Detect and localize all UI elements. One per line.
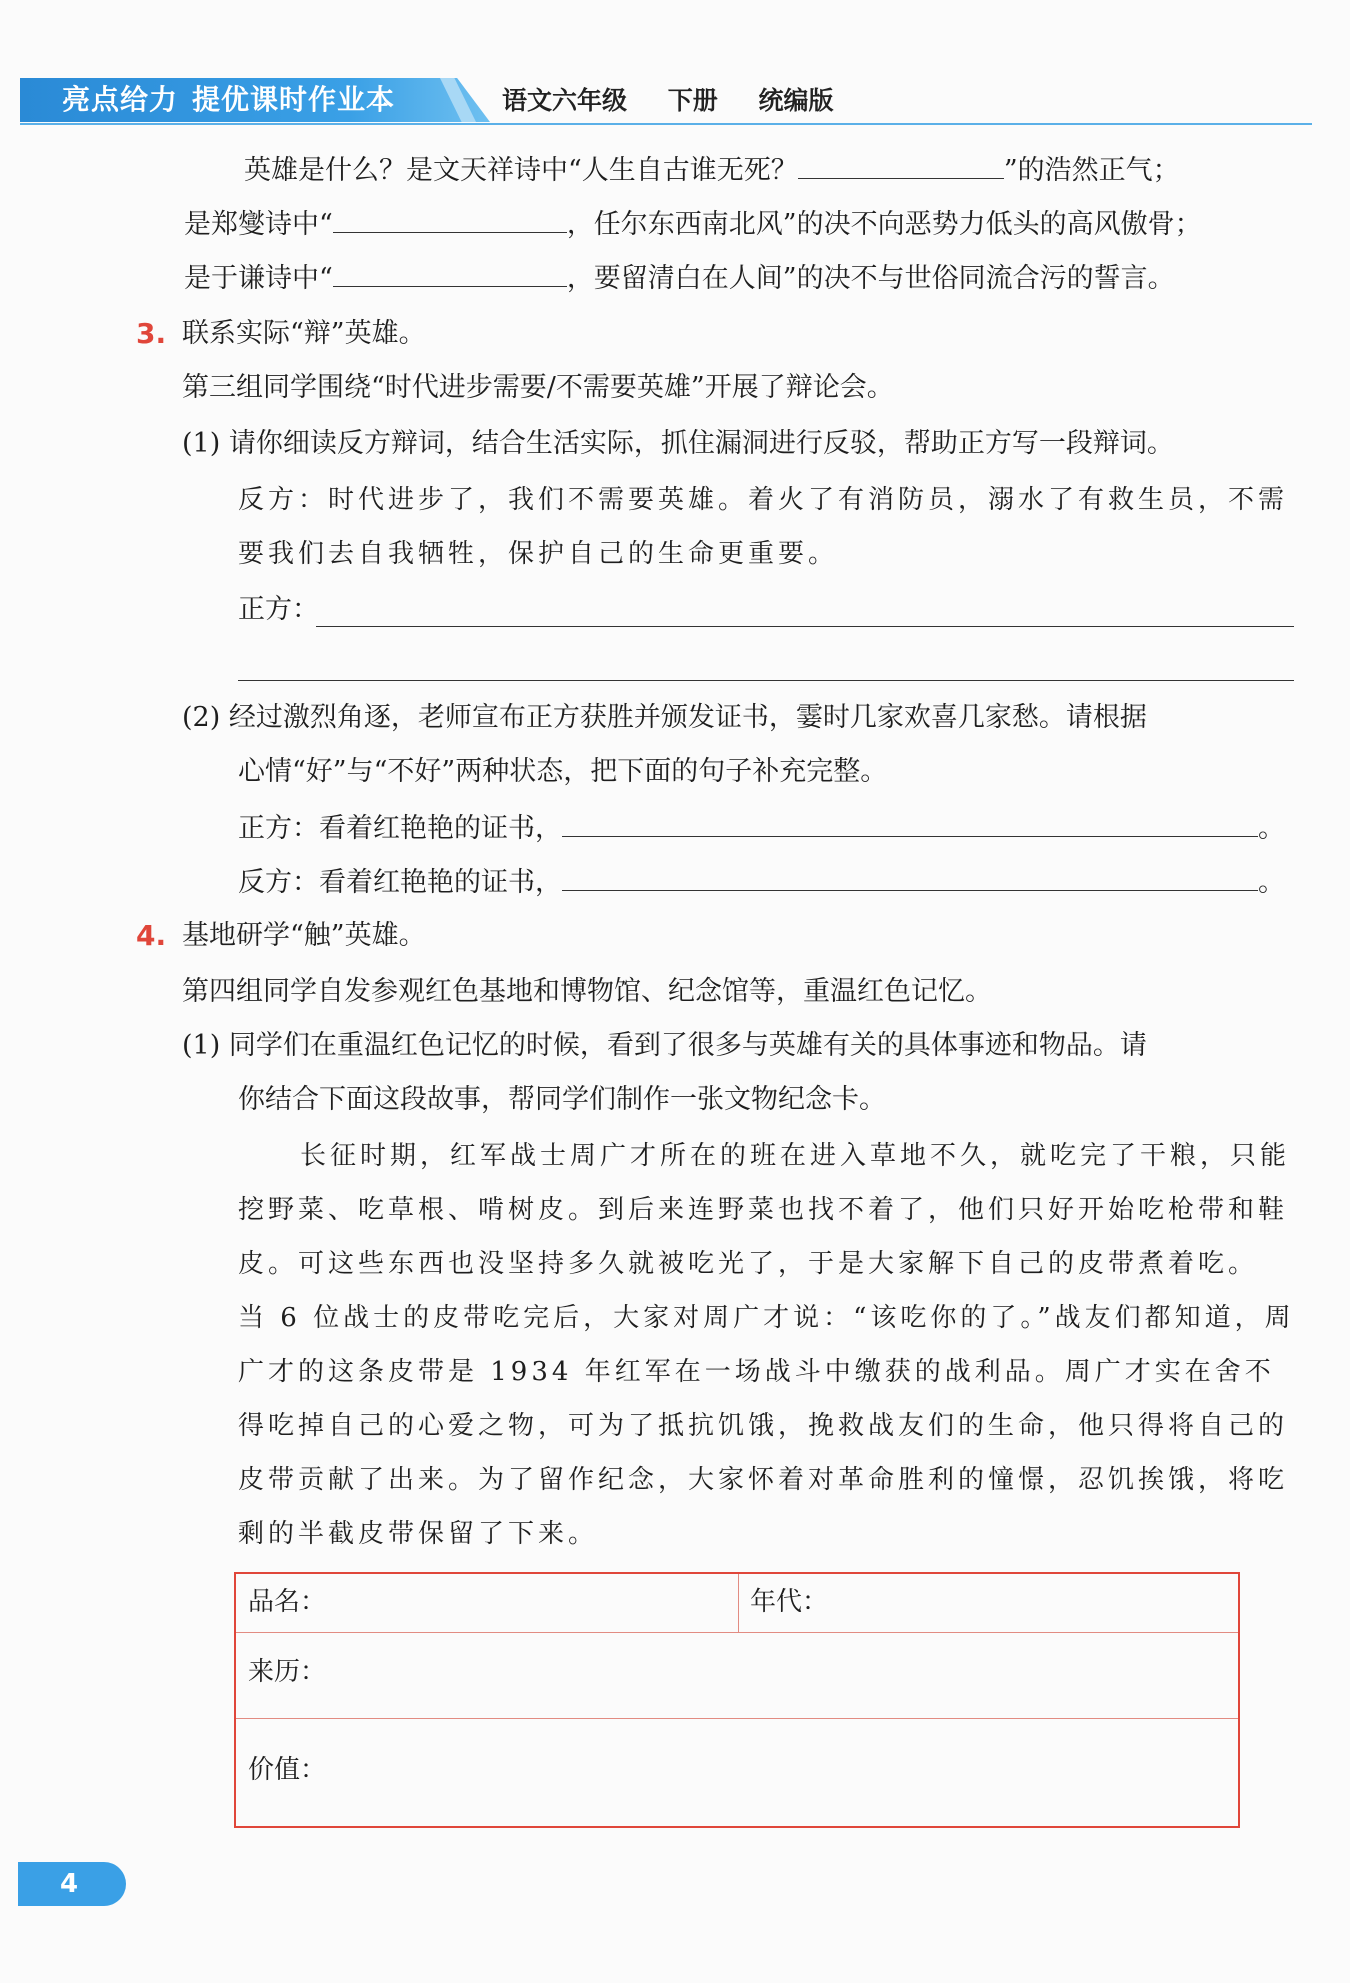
story-line-7: 皮带贡献了出来。为了留作纪念，大家怀着对革命胜利的憧憬，忍饥挨饿，将吃 (238, 1465, 1289, 1495)
question-3-title: 联系实际“辩”英雄。 (182, 318, 426, 349)
blank-wen-tianxiang[interactable] (798, 148, 1004, 179)
question-4-part-1-prompt-2: 你结合下面这段故事，帮同学们制作一张文物纪念卡。 (238, 1084, 886, 1115)
con-sentence-blank[interactable] (562, 860, 1258, 891)
artifact-card (234, 1572, 1240, 1828)
card-era-field[interactable]: 年代： (750, 1587, 829, 1617)
con-sentence: 反方：看着红艳艳的证书， 。 (238, 860, 1285, 900)
edition: 统编版 (758, 86, 834, 115)
volume: 下册 (667, 86, 718, 115)
card-value-field[interactable]: 价值： (248, 1755, 327, 1785)
subject-grade: 语文六年级 (502, 86, 628, 115)
card-divider-1 (236, 1632, 1238, 1633)
header-rule (20, 123, 1312, 125)
card-name-field[interactable]: 品名： (248, 1587, 327, 1617)
card-divider-2 (236, 1718, 1238, 1719)
blank-yu-qian[interactable] (333, 256, 567, 287)
question-3-part-2-prompt-2: 心情“好”与“不好”两种状态，把下面的句子补充完整。 (238, 756, 888, 787)
story-line-2: 挖野菜、吃草根、啃树皮。到后来连野菜也找不着了，他们只好开始吃枪带和鞋 (238, 1195, 1289, 1225)
story-line-1: 长征时期，红军战士周广才所在的班在进入草地不久，就吃完了干粮，只能 (300, 1141, 1291, 1171)
opponent-argument-line-2: 要我们去自我牺牲，保护自己的生命更重要。 (238, 539, 839, 569)
hero-poem-line-3: 是于谦诗中“ ，要留清白在人间”的决不与世俗同流合污的誓言。 (184, 256, 1175, 296)
story-line-8: 剩的半截皮带保留了下来。 (238, 1519, 599, 1549)
question-4-title: 基地研学“触”英雄。 (182, 920, 426, 951)
question-3-intro: 第三组同学围绕“时代进步需要/不需要英雄”开展了辩论会。 (182, 372, 894, 403)
question-3-number: 3. (136, 317, 167, 350)
story-line-5: 广才的这条皮带是 1934 年红军在一场战斗中缴获的战利品。周广才实在舍不 (238, 1357, 1275, 1387)
pro-answer-line-2[interactable] (238, 680, 1294, 681)
question-4-number: 4. (136, 919, 167, 952)
brand-part-1: 亮点给力 (62, 83, 179, 116)
pro-side-label: 正方： (238, 594, 319, 625)
story-line-6: 得吃掉自己的心爱之物，可为了抵抗饥饿，挽救战友们的生命，他只得将自己的 (238, 1411, 1289, 1441)
pro-answer-line-1[interactable] (316, 626, 1294, 627)
page-number: 4 (60, 1869, 79, 1899)
brand-title (62, 82, 395, 118)
story-line-3: 皮。可这些东西也没坚持多久就被吃光了，于是大家解下自己的皮带煮着吃。 (238, 1249, 1259, 1279)
brand-part-2: 提优课时作业本 (192, 83, 396, 116)
pro-sentence-blank[interactable] (562, 806, 1258, 837)
question-4-intro: 第四组同学自发参观红色基地和博物馆、纪念馆等，重温红色记忆。 (182, 976, 992, 1007)
pro-sentence: 正方：看着红艳艳的证书， 。 (238, 806, 1285, 846)
opponent-argument-line-1: 反方：时代进步了，我们不需要英雄。着火了有消防员，溺水了有救生员，不需 (238, 485, 1289, 515)
question-4-part-1-prompt-1: (1) 同学们在重温红色记忆的时候，看到了很多与英雄有关的具体事迹和物品。请 (182, 1030, 1147, 1061)
blank-zheng-xie[interactable] (333, 202, 567, 233)
story-line-4: 当 6 位战士的皮带吃完后，大家对周广才说：“该吃你的了。”战友们都知道，周 (238, 1303, 1295, 1333)
card-origin-field[interactable]: 来历： (248, 1657, 327, 1687)
hero-poem-line-1: 英雄是什么？是文天祥诗中“人生自古谁无死？ ”的浩然正气； (244, 148, 1180, 188)
question-3-part-2-prompt-1: (2) 经过激烈角逐，老师宣布正方获胜并颁发证书，霎时几家欢喜几家愁。请根据 (182, 702, 1147, 733)
card-divider-vertical (738, 1574, 739, 1632)
book-info (502, 84, 865, 118)
question-3-part-1-prompt: (1) 请你细读反方辩词，结合生活实际，抓住漏洞进行反驳，帮助正方写一段辩词。 (182, 428, 1174, 459)
hero-poem-line-2: 是郑燮诗中“ ，任尔东西南北风”的决不向恶势力低头的高风傲骨； (184, 202, 1202, 242)
